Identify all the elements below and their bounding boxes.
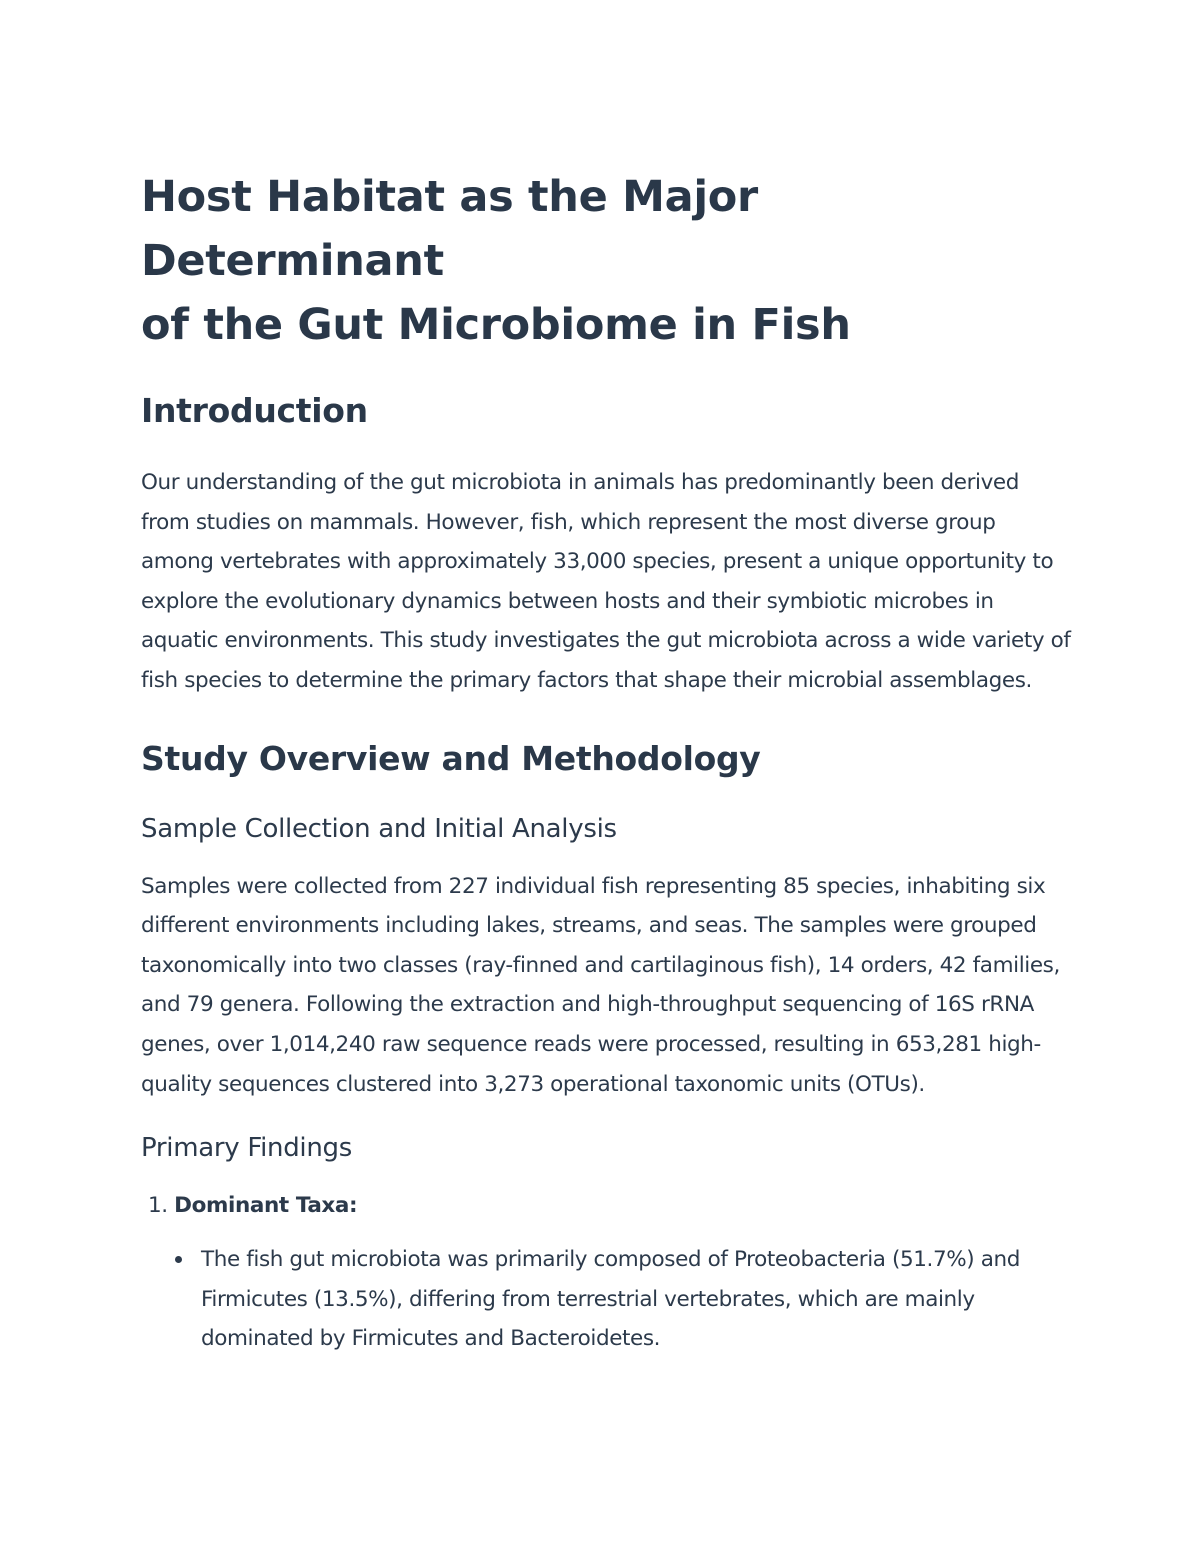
- bullet-item: [201, 1240, 1051, 1359]
- bullet-dot-icon: [175, 1256, 182, 1263]
- introduction-paragraph: Our understanding of the gut microbiota in animals has predominantly been derived from studies on mammals. However, fish, which represent the most diverse group among vertebrates with approximately 33,000 species, present a unique opportunity to explore the evolutionary dynamics between hosts and their symbiotic microbes in aquatic environments. This study investigates the gut microbiota across a wide variety of fish species to determine the primary factors that shape their microbial assemblages.: [141, 470, 1071, 693]
- list-item-number: 1.: [148, 1193, 168, 1219]
- sample-collection-paragraph: Samples were collected from 227 individual fish representing 85 species, inhabiting six different environments including lakes, streams, and seas. The samples were grouped taxonomically into two classes (ray-finned and cartilaginous fish), 14 orders, 42 families, and 79 genera. Following the extraction and high-throughput sequencing of 16S rRNA genes, over 1,014,240 raw sequence reads were processed, resulting in 653,281 high-quality sequences clustered into 3,273 operational taxonomic units (OTUs).: [141, 873, 1060, 1097]
- title-line-2: of the Gut Microbiome in Fish: [141, 300, 851, 350]
- findings-list-item: [148, 1188, 1071, 1224]
- document-page: [141, 165, 1071, 1359]
- introduction-heading: Introduction: [141, 391, 368, 430]
- list-item-title: Dominant Taxa:: [174, 1193, 358, 1219]
- primary-findings-heading: Primary Findings: [141, 1133, 352, 1164]
- bullet-text: The fish gut microbiota was primarily composed of Proteobacteria (51.7%) and Firmicutes (13.5%), differing from terrestrial vertebrates, which are mainly dominated by Firmicutes and Bacteroidetes.: [201, 1247, 1020, 1352]
- study-overview-heading: Study Overview and Methodology: [141, 738, 761, 778]
- sample-collection-heading: Sample Collection and Initial Analysis: [141, 813, 617, 844]
- findings-bullet-list: [141, 1240, 1071, 1359]
- document-title: [141, 165, 1071, 357]
- title-line-1: Host Habitat as the Major Determinant: [141, 172, 758, 286]
